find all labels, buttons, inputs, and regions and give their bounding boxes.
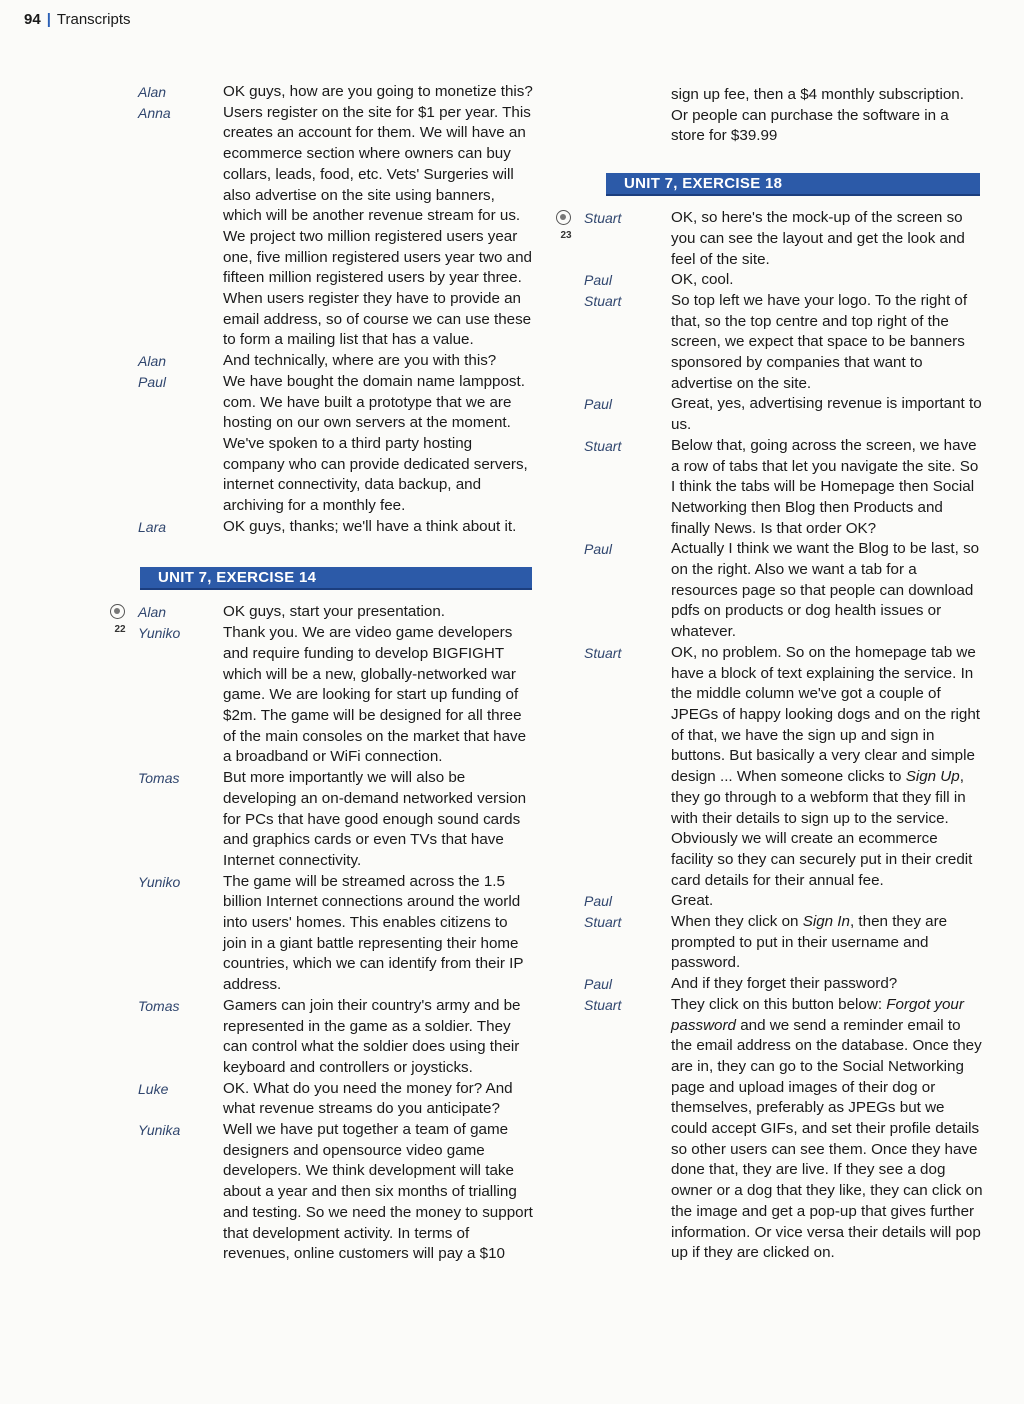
- speech-text: OK, so here's the mock-up of the screen so you can see the layout and get the look and feel of the site.: [671, 209, 965, 268]
- header-separator: |: [46, 11, 51, 28]
- transcript-line: [556, 643, 984, 891]
- speaker-name: Paul: [584, 893, 613, 910]
- speaker-name: Tomas: [138, 770, 180, 787]
- left-column: [110, 82, 534, 1265]
- transcript-line: [110, 351, 534, 372]
- transcript-line: [556, 539, 984, 643]
- emphasised-term: Sign Up: [905, 768, 960, 786]
- speech-text: Well we have put together a team of game designers and opensource video game developers. We think development will take about a year and then six months of trialling and testing. So we need the money to support that development activity. In terms of revenues, online customers will pay a $10: [223, 1121, 533, 1263]
- speaker-name: Yuniko: [138, 625, 181, 642]
- speech-text: OK guys, how are you going to monetize this?: [223, 83, 533, 100]
- speech-text: OK, cool.: [671, 271, 734, 289]
- transcript-line: [556, 291, 984, 395]
- transcript-line: [556, 208, 984, 270]
- speaker-name: [556, 85, 671, 147]
- speaker-name: Paul: [584, 272, 613, 289]
- transcript-line: [110, 82, 534, 103]
- transcript-line: [556, 891, 984, 912]
- speaker-name: Alan: [138, 84, 167, 100]
- speaker-name: 22 Alan: [110, 602, 223, 623]
- speech-text: We have bought the domain name lamppost. com. We have built a prototype that we are hosting on our own servers at the moment. We've spoken to a third party hosting company who can provide dedicated servers, internet connectivity, data backup, and archiving for a monthly fee.: [223, 372, 528, 515]
- cd-icon: [110, 604, 125, 619]
- transcript-line: [110, 103, 534, 351]
- speech-text: Actually I think we want the Blog to be last, so on the right. Also we want a tab for a resources page so that people can download pdfs on products or dog health issues or whatever.: [671, 540, 980, 641]
- speech-text: OK guys, start your presentation.: [223, 603, 446, 621]
- speech-text: But more importantly we will also be developing an on-demand networked version for PCs that have good enough sound cards and graphics cards or even TVs that have Internet connectivity.: [223, 769, 527, 869]
- speech-text: sign up fee, then a $4 monthly subscription. Or people can purchase the software in a store for $39.99: [671, 86, 964, 145]
- speech-text: Great, yes, advertising revenue is important to us.: [671, 395, 982, 434]
- transcript-line: [110, 1079, 534, 1120]
- speech-text: So top left we have your logo. To the right of that, so the top centre and top right of the screen, we expect that space to be banners sponsored by companies that want to advertise on the site.: [671, 291, 968, 392]
- transcript-line: [110, 996, 534, 1079]
- transcript-line: [110, 623, 534, 768]
- speech-text: And if they forget their password?: [671, 975, 898, 993]
- transcript-line: [556, 270, 984, 291]
- speech-text: OK. What do you need the money for? And what revenue streams do you anticipate?: [223, 1079, 513, 1118]
- speech-text: They click on this button below: Forgot your password and we send a reminder email to the email address on the database. Once they are in, they can go to the Social Networking page and upload images of their dog or themselves, preferably as JPEGs but we could accept GIFs, and set their profile details so other users can see them. Once they have done that, they are live. If they see a dog owner or a dog that they like, they can click on the image and get a pop-up that gives further information. Or vice versa their details will pop up if they are clicked on.: [671, 995, 983, 1262]
- speaker-name: Anna: [138, 104, 171, 121]
- track-number: 22: [114, 624, 126, 636]
- transcript-line: [110, 768, 534, 872]
- transcript-line: [556, 394, 984, 435]
- speaker-name: Yunika: [138, 1122, 181, 1139]
- speech-text: Below that, going across the screen, we have a row of tabs that let you navigate the site. So I think the tabs will be Homepage then Social Networking then Blog then Products and finally News. Is that order OK?: [671, 436, 979, 537]
- transcript-line: [110, 1120, 534, 1265]
- speaker-name: Stuart: [584, 292, 622, 309]
- speaker-name: Paul: [138, 373, 167, 390]
- transcript-line: [110, 872, 534, 996]
- section-title: Transcripts: [56, 11, 131, 28]
- speaker-name: Stuart: [584, 914, 622, 931]
- speech-text: The game will be streamed across the 1.5 billion Internet connections around the world into users' homes. This enables citizens to join in a giant battle representing their home countries, which we can identify from their IP address.: [223, 872, 524, 994]
- audio-track: [110, 602, 138, 636]
- transcript-line: [556, 995, 984, 1264]
- speaker-name: 23 Stuart: [556, 208, 671, 270]
- speaker-name: Stuart: [584, 996, 622, 1013]
- speech-text: Great.: [671, 892, 714, 910]
- speaker-name: Lara: [138, 518, 167, 535]
- cd-icon: [556, 210, 571, 225]
- speaker-name: Yuniko: [138, 873, 181, 890]
- speaker-name: Stuart: [584, 437, 622, 454]
- page-number: 94: [24, 11, 41, 28]
- right-column: [556, 85, 984, 1264]
- transcript-line: [556, 436, 984, 540]
- speaker-name: Stuart: [584, 644, 622, 661]
- speaker-name: Tomas: [138, 997, 180, 1014]
- emphasised-term: Forgot your password: [671, 995, 964, 1034]
- transcript-line: [556, 85, 984, 147]
- speaker-name: Paul: [584, 541, 613, 558]
- speech-text: Users register on the site for $1 per year. This creates an account for them. We will have an ecommerce section where owners can buy collars, leads, food, etc. Vets' Surgeries will also advertise on the site using banners, which will be another revenue stream for us. We project two million registered users year one, five million registered users year two and fifteen million registered users by year three. When users register they have to provide an email address, so of course we can use these to form a mailing list that has a value.: [223, 103, 532, 349]
- exercise-banner: UNIT 7, EXERCISE 18: [606, 173, 980, 196]
- audio-track: [556, 208, 584, 242]
- transcript-line: [556, 974, 984, 995]
- transcript-line: [556, 912, 984, 974]
- speaker-name: Paul: [584, 396, 613, 413]
- speaker-name: Paul: [584, 976, 613, 993]
- speaker-name: Luke: [138, 1080, 169, 1097]
- speech-text: OK, no problem. So on the homepage tab we have a block of text explaining the service. In the middle column we've got a couple of JPEGs of happy looking dogs and on the right of that, we have the sign up and sign in buttons. But basically a very clear and simple design ... When someone clicks to Sign Up, they go through to a webform that they fill in with their details to sign up to the service. Obviously we will create an ecommerce facility so they can securely put in their credit card details for their annual fee.: [671, 643, 981, 889]
- speaker-name: Alan: [138, 353, 167, 370]
- speech-text: Gamers can join their country's army and be represented in the game as a soldier. They can control what the soldier does using their keyboard and controllers or joysticks.: [223, 996, 521, 1076]
- page-header: [24, 11, 131, 28]
- exercise-banner: UNIT 7, EXERCISE 14: [140, 567, 532, 590]
- transcript-line: [110, 517, 534, 538]
- track-number: 23: [560, 230, 572, 242]
- speech-text: OK guys, thanks; we'll have a think about it.: [223, 517, 517, 535]
- emphasised-term: Sign In: [802, 913, 850, 931]
- speech-text: Thank you. We are video game developers and require funding to develop BIGFIGHT which will be a new, globally-networked war game. We are looking for start up funding of $2m. The game will be designed for all three of the main consoles on the market that have a broadband or WiFi connection.: [223, 624, 527, 766]
- transcript-line: [110, 372, 534, 517]
- speech-text: And technically, where are you with this?: [223, 352, 497, 370]
- speech-text: When they click on Sign In, then they are prompted to put in their username and password.: [671, 913, 948, 972]
